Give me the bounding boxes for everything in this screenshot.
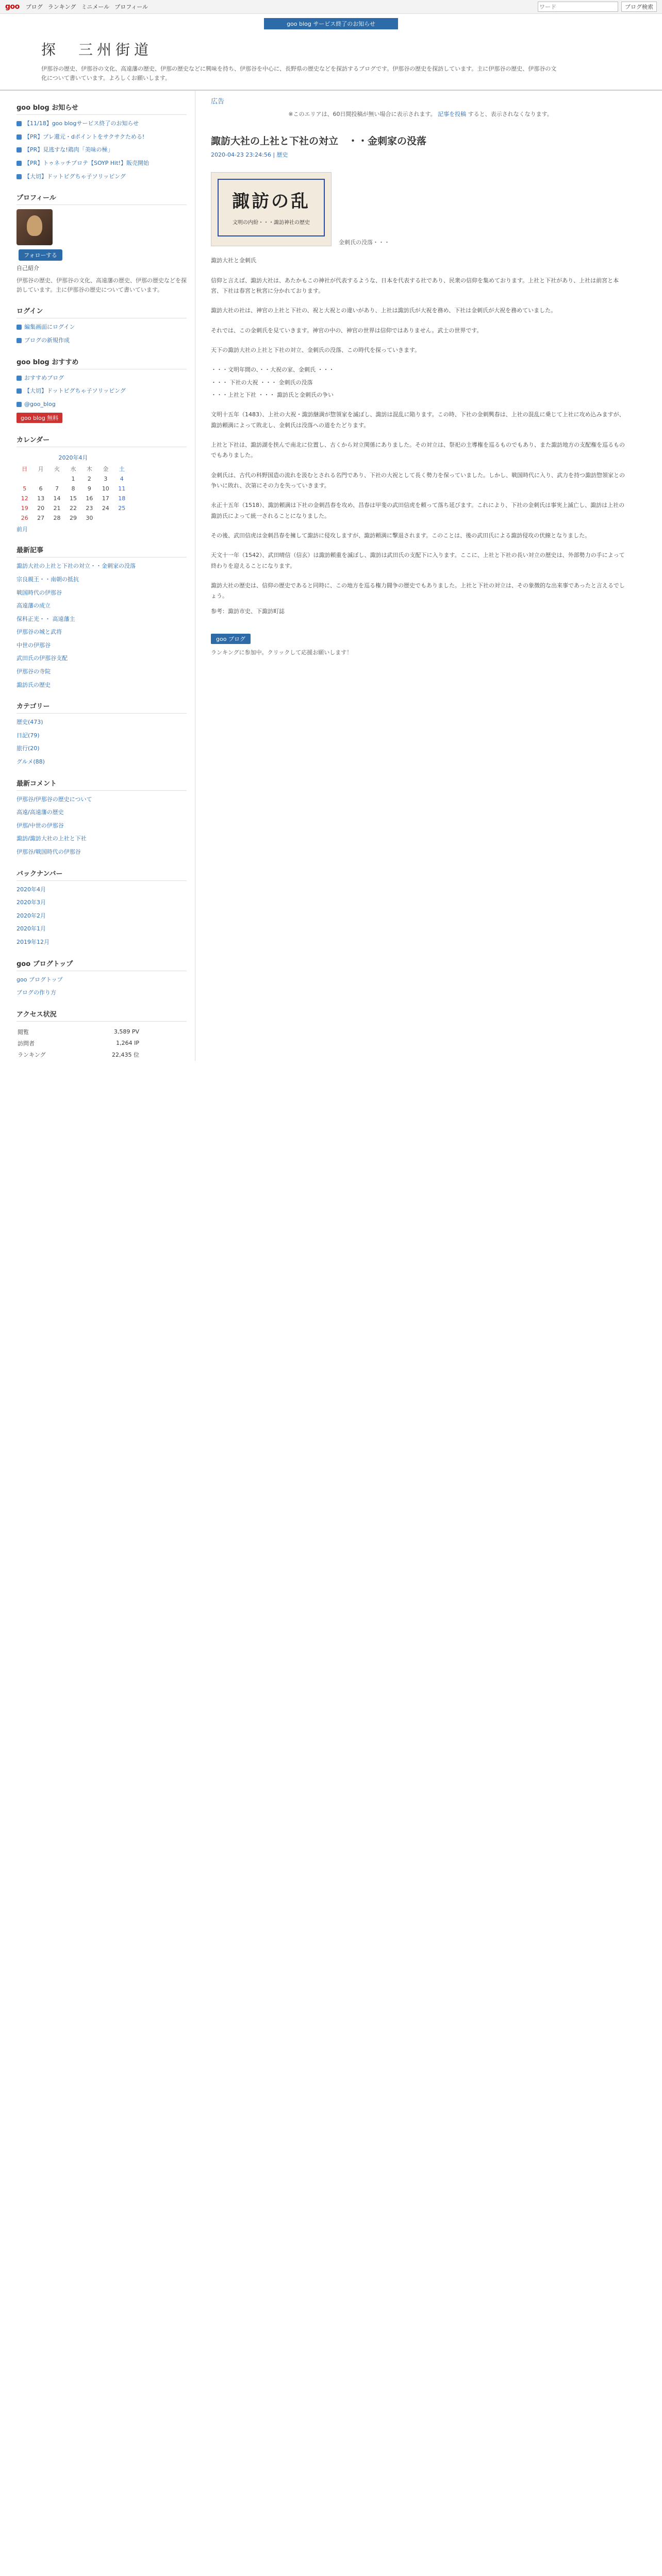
follow-button[interactable]: フォローする xyxy=(19,249,62,261)
no-post-notice xyxy=(211,110,630,118)
profile-title: プロフィール xyxy=(16,192,187,205)
calendar-day: 29 xyxy=(69,515,77,522)
info-icon xyxy=(16,174,22,179)
category-section xyxy=(16,701,187,766)
access-label: 閲覧 xyxy=(18,1028,29,1036)
calendar-day: 4 xyxy=(120,476,124,483)
book-image-area xyxy=(211,172,630,246)
calendar-title: カレンダー xyxy=(16,434,187,447)
search-input[interactable] xyxy=(538,2,618,12)
comments-title: 最新コメント xyxy=(16,778,187,791)
blog-header xyxy=(0,29,662,82)
notice-item[interactable]: 【PR】トゥネッチプロテ【SOYP Hit!】販売開始 xyxy=(16,159,187,168)
post-article-link[interactable]: 記事を投稿 xyxy=(438,111,467,118)
calendar-day: 28 xyxy=(53,515,61,522)
info-icon xyxy=(16,134,22,140)
profile-name: 自己紹介 xyxy=(16,265,39,272)
book-caption: 金刺氏の没落・・・ xyxy=(339,239,390,246)
info-icon xyxy=(16,121,22,126)
notice-section xyxy=(16,102,187,181)
weekday: 日 xyxy=(22,466,28,473)
sidebar xyxy=(16,91,195,1061)
article-paragraph: 永正十五年（1518）、諏訪頼満は下社の金刺昌春を攻め、昌春は甲斐の武田信虎を頼って落ち延びます。これにより、下社の金刺氏は事実上滅亡し、諏訪は上社の諏訪氏によって統一されることになりました。 xyxy=(211,502,625,519)
osusume-section xyxy=(16,357,187,423)
notice-item[interactable]: 【PR】プレ還元・dポイントをサクサクためる! xyxy=(16,132,187,142)
calendar-day xyxy=(32,474,48,484)
profile-text: 伊那谷の歴史、伊那谷の文化、高遠藩の歴史、伊那の歴史などを探訪しています。主に伊那谷の歴史について書いています。 xyxy=(16,277,187,293)
star-icon xyxy=(16,388,22,394)
calendar-day: 6 xyxy=(39,485,43,493)
calendar-prev-link[interactable]: 前月 xyxy=(16,526,28,533)
follow-row xyxy=(16,249,187,261)
osusume-item[interactable]: おすすめブログ xyxy=(16,374,187,383)
login-icon xyxy=(16,325,22,330)
calendar-day: 23 xyxy=(86,505,93,512)
category-item[interactable]: 歴史(473) xyxy=(16,719,43,726)
article-paragraph: それでは、この金刺氏を見ていきます。神官の中の、神官の世界は信仰ではありません。武士の世界です。 xyxy=(211,327,483,334)
calendar-day: 22 xyxy=(69,505,77,512)
calendar-day: 10 xyxy=(102,485,109,493)
backnumber-item[interactable]: 2020年1月 xyxy=(16,925,46,933)
article-paragraph: ・・・ 下社の大祝 ・・・ 金刺氏の没落 xyxy=(211,379,313,386)
weekday: 金 xyxy=(103,466,109,473)
article-paragraph: その後、武田信虎は金刺昌春を擁して諏訪に侵攻しますが、諏訪頼満に撃退されます。このことは、後の武田氏による諏訪侵攻の伏線となりました。 xyxy=(211,532,591,539)
article-paragraph: 天文十一年（1542）、武田晴信（信玄）は諏訪頼重を滅ぼし、諏訪は武田氏の支配下に入ります。ここに、上社と下社の長い対立の歴史は、外部勢力の手によって終わりを迎えることになります。 xyxy=(211,552,625,569)
article-paragraph: 文明十五年（1483）、上社の大祝・諏訪継満が惣領家を滅ぼし、諏訪は混乱に陥ります。この時、下社の金刺興春は、上社の混乱に乗じて上社に攻め込みますが、諏訪頼満によって敗北し、金刺氏は没落への道をたどります。 xyxy=(211,411,625,429)
recent-item[interactable]: 諏訪大社の上社と下社の対立・・金刺家の没落 xyxy=(16,563,136,570)
notice-text: ※このエリアは、60日間投稿が無い場合に表示されます。 xyxy=(288,111,436,118)
goo-blog-share-button[interactable]: goo ブログ xyxy=(211,634,251,644)
recent-title: 最新記事 xyxy=(16,545,187,557)
notice-item[interactable]: 【大切】ドットピグちゃ子ソリッピング xyxy=(16,172,187,181)
calendar-day: 21 xyxy=(53,505,61,512)
backnumber-item[interactable]: 2020年4月 xyxy=(16,886,46,893)
article-paragraph: 天下の諏訪大社の上社と下社の対立、金刺氏の没落、この時代を探っていきます。 xyxy=(211,346,421,353)
new-blog-icon xyxy=(16,338,22,343)
calendar-day: 15 xyxy=(69,495,77,502)
access-value: 1,264 IP xyxy=(116,1040,139,1047)
backnumber-title: バックナンバー xyxy=(16,868,187,881)
comment-item[interactable]: 諏訪/諏訪大社の上社と下社 xyxy=(16,835,87,842)
calendar-day xyxy=(97,513,113,523)
osusume-title: goo blog おすすめ xyxy=(16,357,187,369)
nav-blog[interactable]: ブログ xyxy=(25,4,43,10)
comment-item[interactable]: 伊那谷/戦国時代の伊那谷 xyxy=(16,849,81,855)
recent-item[interactable]: 高遠藩の成立 xyxy=(16,602,51,609)
access-title: アクセス状況 xyxy=(16,1009,187,1022)
notice-title: goo blog お知らせ xyxy=(16,102,187,115)
article-paragraph: 上社と下社は、諏訪湖を挟んで南北に位置し、古くから対立関係にありました。その対立は、祭祀の主導権を巡るものでもあり、また諏訪地方の支配権を巡るものでもありました。 xyxy=(211,441,625,459)
calendar-day: 17 xyxy=(102,495,109,502)
rank-value: 22,435 位 xyxy=(112,1051,139,1058)
book-cover-image xyxy=(211,172,332,246)
nav-ranking[interactable]: ランキング xyxy=(47,4,76,10)
notice-item[interactable]: 【PR】見逃すな!鶏肉「美味の極」 xyxy=(16,145,187,155)
info-icon xyxy=(16,161,22,166)
calendar-day: 25 xyxy=(118,505,126,512)
gooblog-top-section xyxy=(16,958,187,997)
gooblog-link[interactable]: ブログの作り方 xyxy=(16,989,56,996)
notice-after: すると、表示されなくなります。 xyxy=(468,111,553,118)
article-paragraph: 金刺氏は、古代の科野国造の流れを汲むとされる名門であり、下社の大祝として長く勢力を保っていました。しかし、戦国時代に入り、武力を持つ諏訪惣領家との争いに敗れ、次第にその力を失っていきます。 xyxy=(211,471,625,489)
login-item[interactable]: 編集画面にログイン xyxy=(16,323,187,332)
calendar-day: 5 xyxy=(23,485,27,493)
login-item[interactable]: ブログの新規作成 xyxy=(16,336,187,345)
calendar-day: 16 xyxy=(86,495,93,502)
recent-item[interactable]: 保科正光・・ 高遠藩主 xyxy=(16,615,75,622)
article-reference: 参考：諏訪市史、下諏訪町誌 xyxy=(211,607,285,615)
rank-label: ランキング xyxy=(18,1051,46,1058)
calendar-day xyxy=(49,474,65,484)
profile-section xyxy=(16,192,187,294)
main-content xyxy=(195,91,646,1061)
blog-title[interactable]: 探 三州街道 xyxy=(41,41,153,58)
calendar-day: 12 xyxy=(21,495,28,502)
recent-item[interactable]: 諏訪氏の歴史 xyxy=(16,681,51,688)
category-item[interactable]: 旅行(20) xyxy=(16,745,40,752)
calendar-day: 3 xyxy=(104,476,108,483)
comments-section xyxy=(16,778,187,857)
nav-profile[interactable]: プロフィール xyxy=(114,4,148,10)
calendar-day: 20 xyxy=(37,505,45,512)
goo-logo[interactable]: goo xyxy=(5,3,20,11)
calendar-day: 26 xyxy=(21,515,28,522)
goo-search xyxy=(538,2,657,12)
recent-item[interactable]: 伊那谷の城と武将 xyxy=(16,629,62,636)
calendar-day: 13 xyxy=(37,495,45,502)
recent-section xyxy=(16,545,187,689)
category-title: カテゴリー xyxy=(16,701,187,714)
article-paragraph: ・・・上社と下社 ・・・ 諏訪氏と金刺氏の争い xyxy=(211,391,334,398)
goo-nav xyxy=(26,3,148,11)
access-label: 訪問者 xyxy=(18,1040,35,1047)
category-item[interactable]: グルメ(88) xyxy=(16,758,45,766)
avatar[interactable] xyxy=(16,209,53,245)
calendar-day: 8 xyxy=(71,485,75,493)
book-subtitle: 文明の内紛・・・諏訪神社の歴史 xyxy=(233,220,310,226)
backnumber-item[interactable]: 2020年3月 xyxy=(16,899,46,906)
gooblog-link[interactable]: goo ブログトップ xyxy=(16,976,63,983)
weekday: 土 xyxy=(119,466,125,473)
comment-item[interactable]: 伊那谷/伊那谷の歴史について xyxy=(16,795,92,803)
calendar-section xyxy=(16,434,187,533)
article-paragraph: 諏訪大社の歴史は、信仰の歴史であると同時に、この地方を巡る権力闘争の歴史でもありました。上社と下社の対立は、その象徴的な出来事であったと言えるでしょう。 xyxy=(211,582,625,600)
weekday: 水 xyxy=(70,466,76,473)
weekday: 木 xyxy=(86,466,92,473)
calendar-day: 30 xyxy=(86,515,93,522)
article-lead: 諏訪大社と金刺氏 xyxy=(211,257,256,264)
access-table xyxy=(16,1026,140,1061)
calendar-day xyxy=(114,513,130,523)
article-footer xyxy=(211,634,630,656)
access-section xyxy=(16,1009,187,1061)
calendar-day: 1 xyxy=(71,476,75,483)
page-container xyxy=(16,91,646,1061)
backnumber-section xyxy=(16,868,187,947)
article-title[interactable]: 諏訪大社の上社と下社の対立 ・・金刺家の没落 xyxy=(211,135,427,147)
calendar-day: 24 xyxy=(102,505,109,512)
osusume-item[interactable]: 【大切】ドットピグちゃ子ソリッピング xyxy=(16,386,187,396)
calendar-day: 7 xyxy=(55,485,59,493)
category-item[interactable]: 日記(79) xyxy=(16,732,40,739)
blog-description: 伊那谷の歴史、伊那谷の文化、高遠藩の歴史、伊那の歴史などに興味を持ち、伊那谷を中心に、長野県の歴史などを探訪するブログです。伊那谷の歴史を探訪しています。主に伊那谷の歴史、伊那谷の文化について書いています。よろしくお願いします。 xyxy=(41,65,557,81)
backnumber-item[interactable]: 2020年2月 xyxy=(16,912,46,919)
calendar-day: 14 xyxy=(53,495,61,502)
weekday: 月 xyxy=(38,466,44,473)
service-end-banner[interactable]: goo blog サービス終了のお知らせ xyxy=(264,18,398,29)
article-paragraph: 信仰と言えば、諏訪大社は、あたかもこの神社が代表するような、日本を代表する社であり、民衆の信仰を集めております。上社と下社があり、上社は前宮と本宮、下社は春宮と秋宮に分かれております。 xyxy=(211,277,619,294)
article-paragraph: 諏訪大社の社は、神官の上社と下社の、祝と大祝との違いがあり、上社は諏訪氏が大祝を務め、下社は金刺氏が大祝を務めていました。 xyxy=(211,307,557,314)
recent-item[interactable]: 武田氏の伊那谷支配 xyxy=(16,655,68,662)
access-value: 3,589 PV xyxy=(113,1028,139,1036)
calendar xyxy=(16,451,130,523)
calendar-day xyxy=(16,474,32,484)
gooblog-top-title: goo ブログトップ xyxy=(16,958,187,971)
info-icon xyxy=(16,147,22,152)
login-section xyxy=(16,306,187,345)
article-paragraph: ・・・文明年間の、・・大祝の家、金刺氏 ・・・ xyxy=(211,366,335,374)
nav-minimail[interactable]: ミニメール xyxy=(81,4,110,10)
weekday: 火 xyxy=(54,466,60,473)
calendar-day: 11 xyxy=(118,485,126,493)
calendar-day: 9 xyxy=(87,485,91,493)
calendar-day: 2 xyxy=(87,476,91,483)
backnumber-item[interactable]: 2019年12月 xyxy=(16,938,49,945)
ad-label: 広告 xyxy=(211,98,225,106)
recent-item[interactable]: 戦国時代の伊那谷 xyxy=(16,589,62,596)
goo-top-bar xyxy=(0,0,662,14)
calendar-day: 19 xyxy=(21,505,28,512)
ranking-text[interactable]: ランキングに参加中。クリックして応援お願いします！ xyxy=(211,649,353,656)
comment-item[interactable]: 高遠/高遠藩の歴史 xyxy=(16,809,64,816)
recent-item[interactable]: 伊那谷の寺院 xyxy=(16,668,51,675)
calendar-day: 27 xyxy=(37,515,45,522)
osusume-item[interactable]: @goo_blog xyxy=(16,400,187,409)
star-icon xyxy=(16,376,22,381)
article-meta[interactable]: 2020-04-23 23:24:56 | 歴史 xyxy=(211,151,288,159)
calendar-day: 18 xyxy=(118,495,126,502)
book-title: 諏訪の乱 xyxy=(232,191,310,212)
login-title: ログイン xyxy=(16,306,187,318)
goo-blog-free-button[interactable]: goo blog 無料 xyxy=(16,413,62,423)
calendar-caption: 2020年4月 xyxy=(58,454,88,462)
recent-item[interactable]: 宗良親王・・南朝の抵抗 xyxy=(16,575,79,583)
comment-item[interactable]: 伊那/中世の伊那谷 xyxy=(16,822,64,829)
twitter-icon xyxy=(16,402,22,407)
search-button[interactable]: ブログ検索 xyxy=(621,2,657,12)
recent-item[interactable]: 中世の伊那谷 xyxy=(16,641,51,649)
notice-item[interactable]: 【11/18】goo blogサービス終了のお知らせ xyxy=(16,119,187,128)
